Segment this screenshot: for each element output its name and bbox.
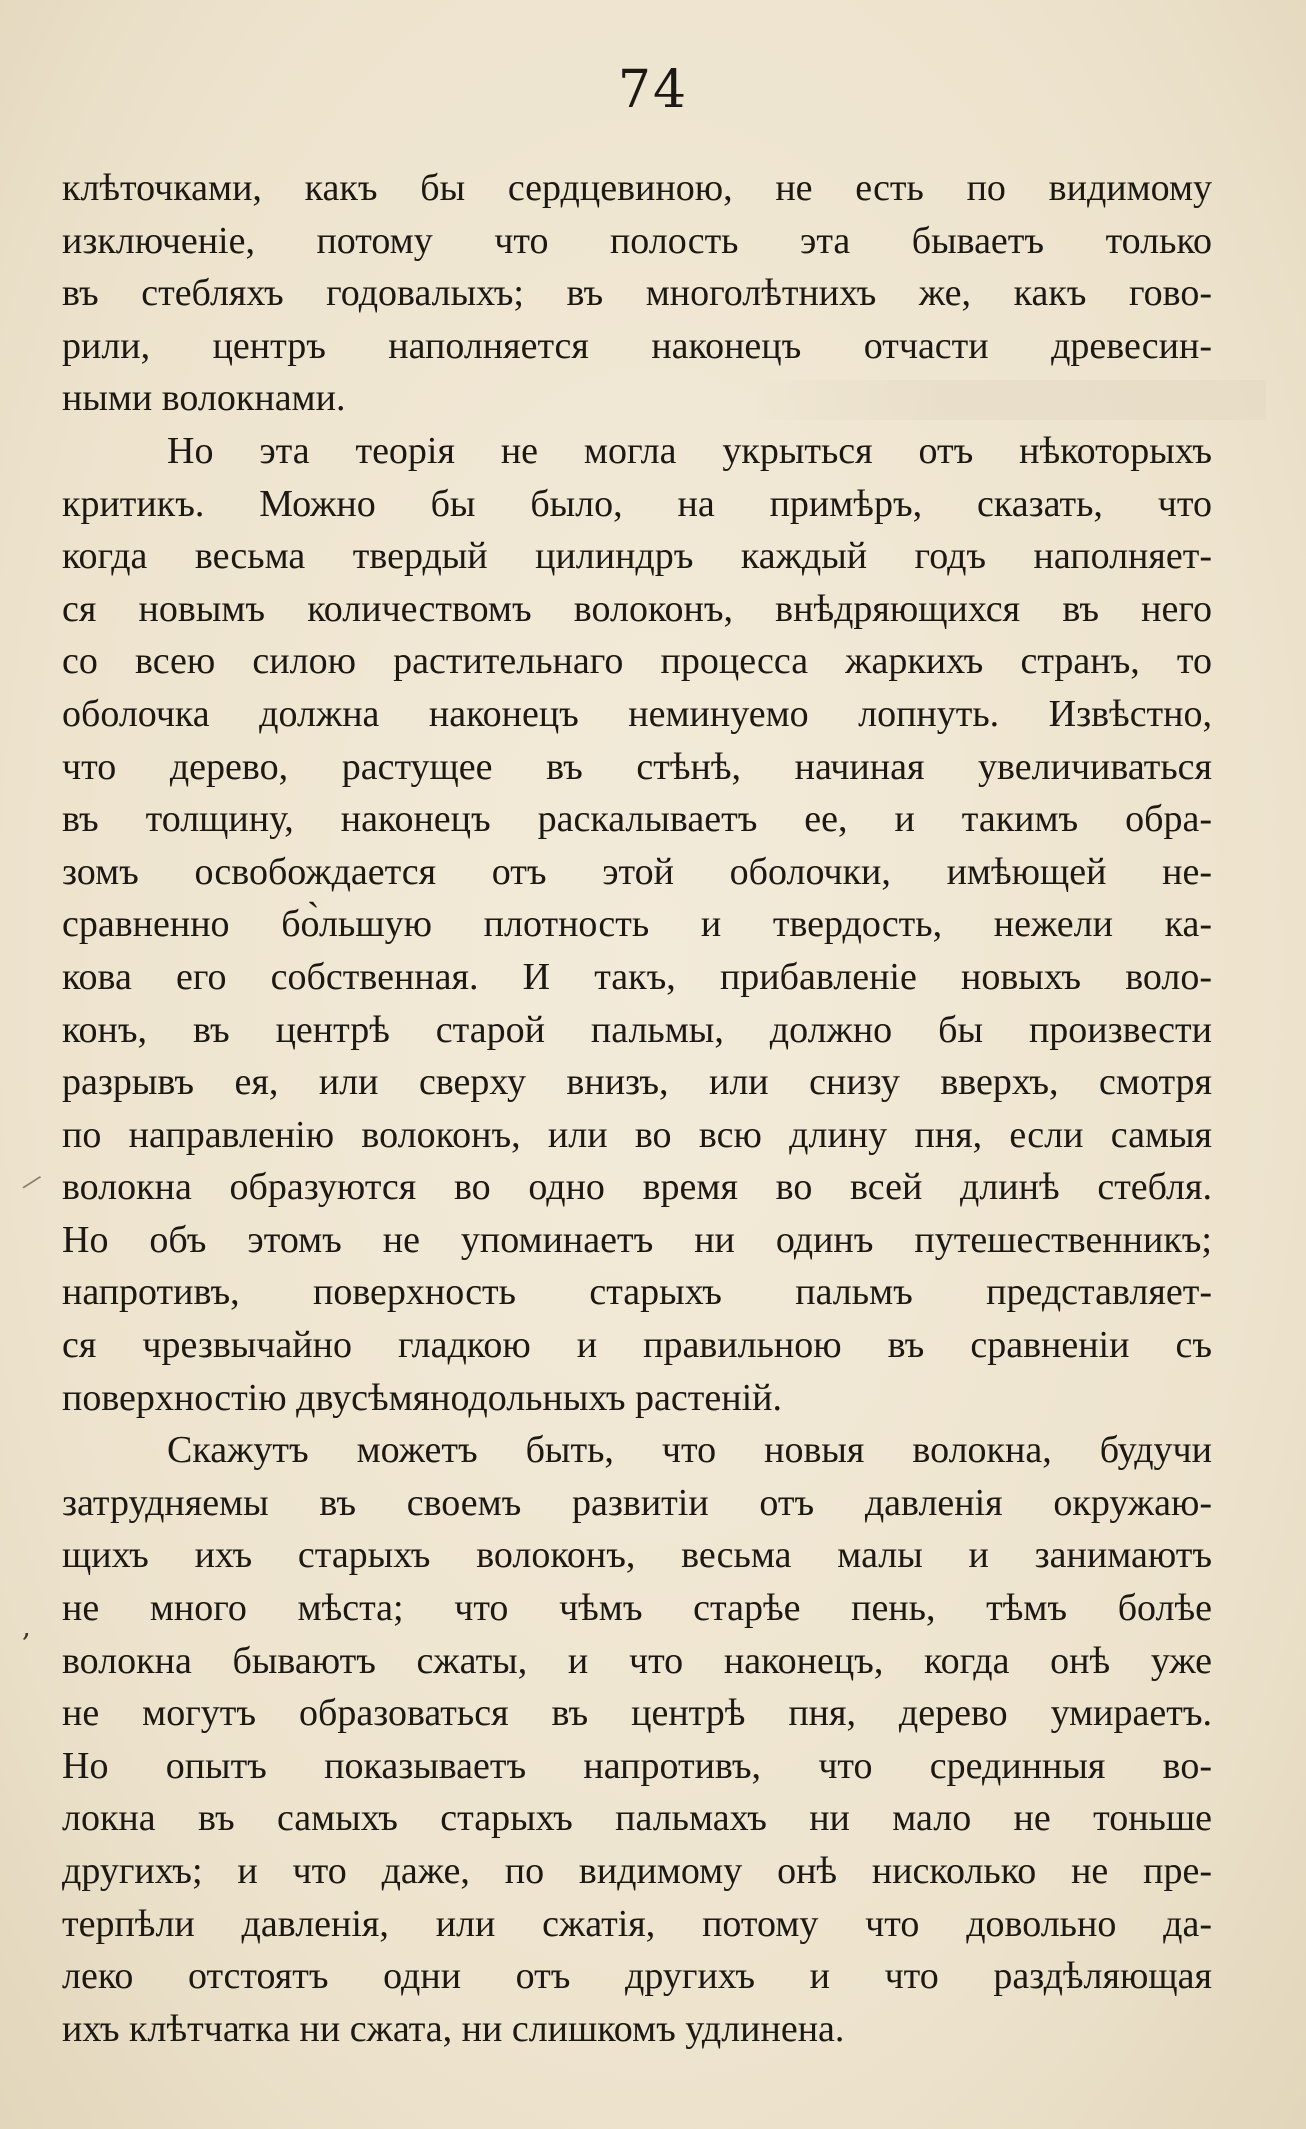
text-line: ся чрезвычайно гладкою и правильною въ сравненiи съ	[62, 1324, 1212, 1367]
paragraph-1	[62, 162, 1212, 425]
text-line: разрывъ ея, или сверху внизъ, или снизу вверхъ, смотря	[62, 1061, 1212, 1104]
text-line: зомъ освобождается отъ этой оболочки, имѣющей не-	[62, 850, 1212, 893]
page-number: 74	[617, 60, 689, 120]
text-line: волокна образуются во одно время во всей длинѣ стебля.	[62, 1166, 1212, 1209]
text-line: кова его собственная. И такъ, прибавленiе новыхъ воло-	[62, 955, 1212, 998]
text-line: критикъ. Можно бы было, на примѣръ, сказать, что	[62, 482, 1212, 525]
text-line: поверхностiю двусѣмянодольныхъ растенiй.	[62, 1376, 782, 1419]
text-line: клѣточками, какъ бы сердцевиною, не есть по видимому	[62, 167, 1212, 209]
text-line: Но объ этомъ не упоминаетъ ни одинъ путешественникъ;	[62, 1218, 1212, 1261]
paragraph-2	[62, 425, 1212, 1424]
text-line: со всею силою растительнаго процесса жаркихъ странъ, то	[62, 640, 1212, 683]
page-body-text	[62, 162, 1212, 2055]
text-line: когда весьма твердый цилиндръ каждый годъ наполняет-	[62, 535, 1212, 578]
text-line: напротивъ, поверхность старыхъ пальмъ представляет-	[62, 1271, 1212, 1314]
text-line: конъ, въ центрѣ старой пальмы, должно бы произвести	[62, 1008, 1212, 1051]
text-line: Но опытъ показываетъ напротивъ, что срединныя во-	[62, 1744, 1212, 1787]
text-line: рили, центръ наполняется наконецъ отчасти древесин-	[62, 324, 1212, 367]
text-line: другихъ; и что даже, по видимому онѣ нисколько не пре-	[62, 1850, 1212, 1892]
margin-ink-speck: ,	[22, 1610, 31, 1643]
text-line: локна въ самыхъ старыхъ пальмахъ ни мало не тоньше	[62, 1797, 1212, 1840]
text-line: ихъ клѣтчатка ни сжата, ни слишкомъ удлинена.	[62, 2007, 845, 2050]
text-line: оболочка должна наконецъ неминуемо лопнуть. Извѣстно,	[62, 692, 1212, 735]
text-line: леко отстоятъ одни отъ другихъ и что раздѣляющая	[62, 1955, 1212, 1998]
text-line: не могутъ образоваться въ центрѣ пня, дерево умираетъ.	[62, 1692, 1212, 1735]
text-line: ными волокнами.	[62, 377, 346, 420]
text-line: изключенiе, потому что полость эта бываетъ только	[62, 219, 1212, 262]
paragraph-3	[62, 1424, 1212, 2055]
text-line: щихъ ихъ старыхъ волоконъ, весьма малы и занимаютъ	[62, 1534, 1212, 1577]
text-line: сравненно бо̀льшую плотность и твердость, нежели ка-	[62, 903, 1212, 946]
text-line: затрудняемы въ своемъ развитiи отъ давленiя окружаю-	[62, 1481, 1212, 1524]
text-line: ся новымъ количествомъ волоконъ, внѣдряющихся въ него	[62, 587, 1212, 630]
text-line: въ толщину, наконецъ раскалываетъ ее, и такимъ обра-	[62, 798, 1212, 841]
text-line: не много мѣста; что чѣмъ старѣе пень, тѣмъ болѣе	[62, 1587, 1212, 1630]
text-line: что дерево, растущее въ стѣнѣ, начиная увеличиваться	[62, 745, 1212, 788]
text-line: волокна бываютъ сжаты, и что наконецъ, когда онѣ уже	[62, 1639, 1212, 1682]
margin-pencil-mark: /	[19, 1168, 45, 1196]
text-line: терпѣли давленiя, или сжатiя, потому что довольно да-	[62, 1902, 1212, 1945]
text-line: по направленiю волоконъ, или во всю длину пня, если самыя	[62, 1113, 1212, 1156]
text-line: Но эта теорiя не могла укрыться отъ нѣкоторыхъ	[167, 429, 1212, 472]
text-line: въ стебляхъ годовалыхъ; въ многолѣтнихъ же, какъ гово-	[62, 272, 1212, 315]
text-line: Скажутъ можетъ быть, что новыя волокна, будучи	[167, 1429, 1212, 1472]
